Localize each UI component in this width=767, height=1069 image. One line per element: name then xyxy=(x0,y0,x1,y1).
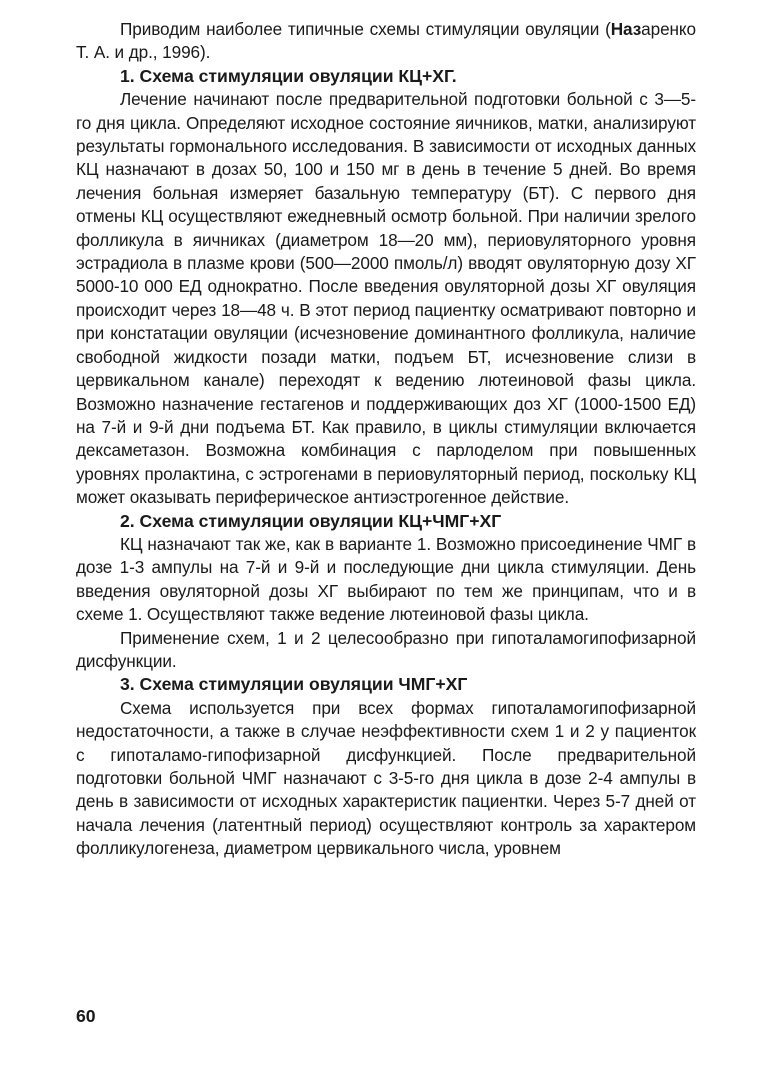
section1-heading: 1. Схема стимуляции овуляции КЦ+ХГ. xyxy=(120,65,457,86)
intro-author-bold: Наз xyxy=(610,19,642,39)
section3-heading: 3. Схема стимуляции овуляции ЧМГ+ХГ xyxy=(120,674,468,695)
section2-heading: 2. Схема стимуляции овуляции КЦ+ЧМГ+ХГ xyxy=(120,510,502,531)
intro-text-a: Приводим наиболее типичные схемы стимуляции овуляции ( xyxy=(120,19,611,39)
section2-paragraph: КЦ назначают так же, как в варианте 1. Возможно присоединение ЧМГ в дозе 1-3 ампулы на 7-й и 9-й и последующие дни цикла стимуляции. День введения овуляторной дозы ХГ выбирают по тем же принципам, что и в схеме 1. Осуществляют также ведение лютеиновой фазы цикла. xyxy=(76,533,696,625)
intro-text-b: аренко Т. А. и др., 1996). xyxy=(76,19,696,63)
page-number: 60 xyxy=(76,1006,96,1026)
section1-paragraph: Лечение начинают после предварительной подготовки больной с 3—5-го дня цикла. Определяют исходное состояние яичников, матки, анализируют результаты гормонального исследования. В зависимости от исходных данных КЦ назначают в дозах 50, 100 и 150 мг в день в течение 5 дней. Во время лечения больная измеряет базальную температуру (БТ). С первого дня отмены КЦ осуществляют ежедневный осмотр больной. При наличии зрелого фолликула в яичниках (диаметром 18—20 мм), периовуляторного уровня эстрадиола в плазме крови (500—2000 пмоль/л) вводят овуляторную дозу ХГ 5000-10 000 ЕД однократно. После введения овуляторной дозы ХГ овуляция происходит через 18—48 ч. В этот период пациентку осматривают повторно и при констатации овуляции (исчезновение доминантного фолликула, наличие свободной жидкости позади матки, подъем БТ, исчезновение слизи в цервикальном канале) переходят к ведению лютеиновой фазы цикла. Возможно назначение гестагенов и поддерживающих доз ХГ (1000-1500 ЕД) на 7-й и 9-й дни подъема БТ. Как правило, в циклы стимуляции включается дексаметазон. Возможна комбинация с парлоделом при повышенных уровнях пролактина, с эстрогенами в периовуляторный период, поскольку КЦ может оказывать периферическое антиэстрогенное действие. xyxy=(76,89,696,508)
section2-paragraph-2: Применение схем, 1 и 2 целесообразно при гипоталамогипофизарной дисфункции. xyxy=(76,627,696,671)
intro-paragraph xyxy=(76,18,696,65)
section3-paragraph: Схема используется при всех формах гипоталамогипофизарной недостаточности, а также в случае неэффективности схем 1 и 2 у пациенток с гипоталамо-гипофизарной дисфункцией. После предварительной подготовки больной ЧМГ назначают с 3-5-го дня цикла в дозе 2-4 ампулы в день в зависимости от исходных характеристик пациентки. Через 5-7 дней от начала лечения (латентный период) осуществляют контроль за характером фолликулогенеза, диаметром цервикального числа, уровнем xyxy=(76,697,696,859)
document-page xyxy=(76,18,696,1058)
